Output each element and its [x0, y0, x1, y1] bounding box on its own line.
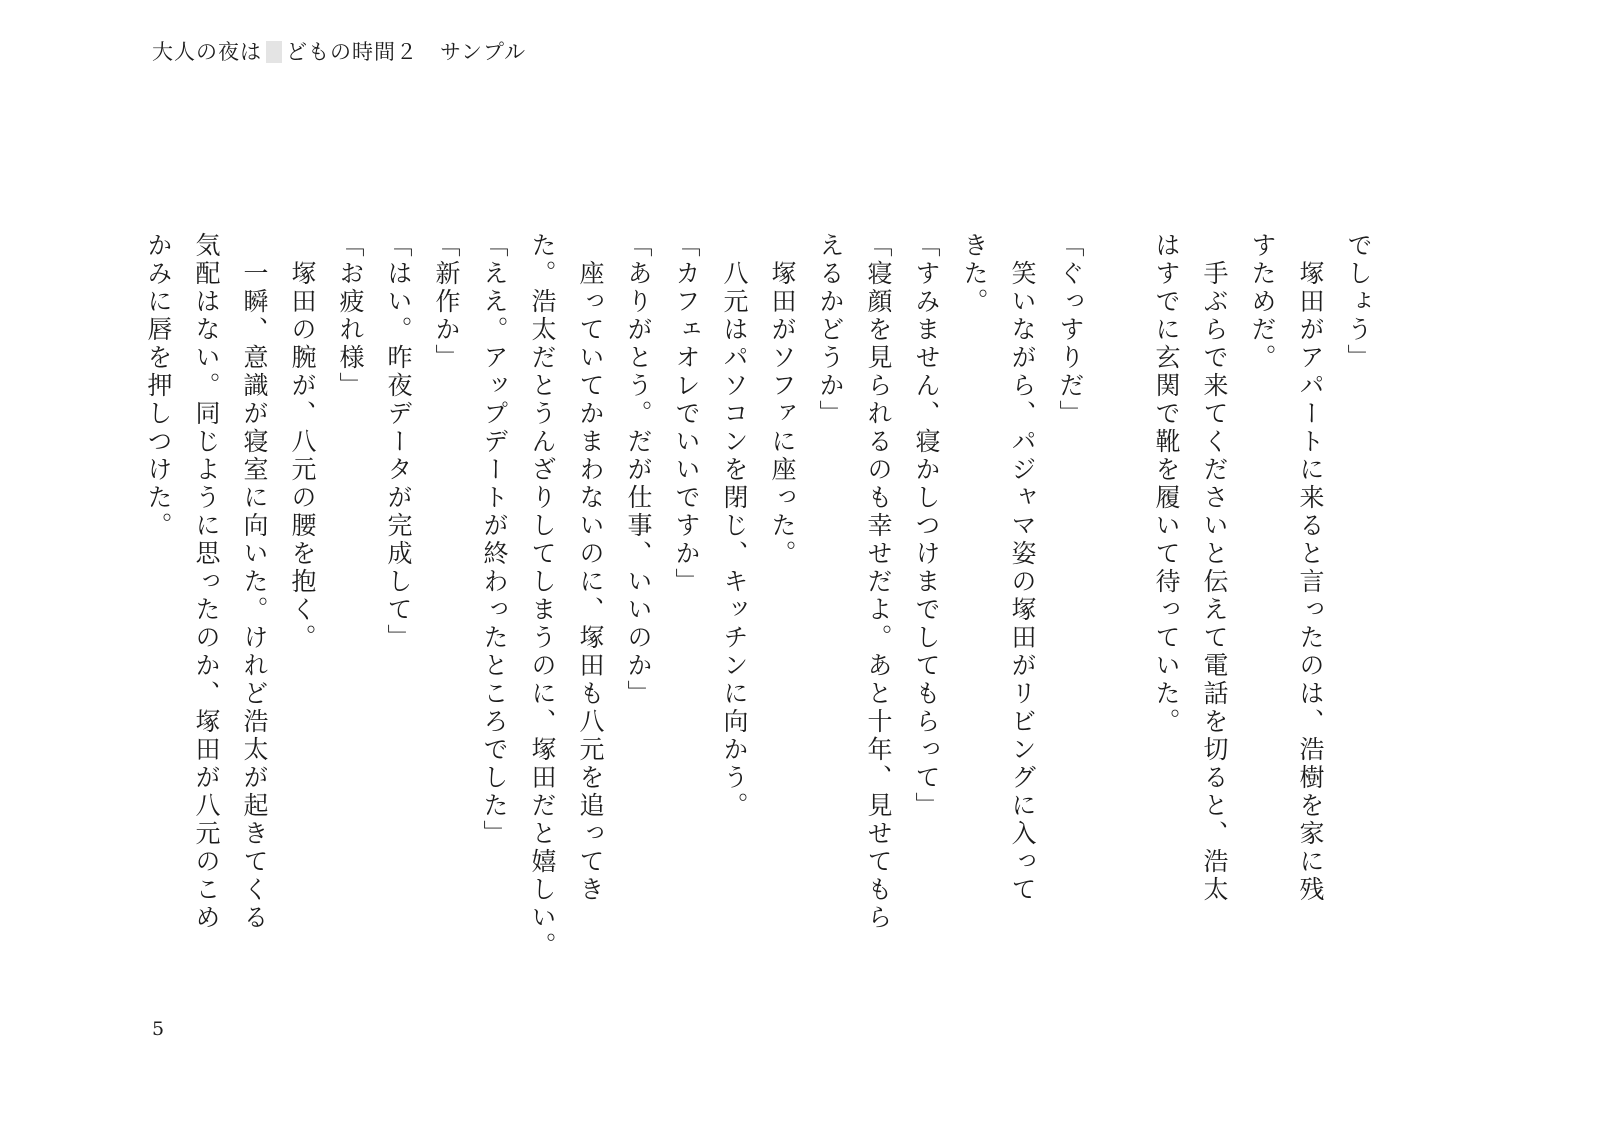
page-number: 5 [152, 1018, 165, 1040]
running-header [152, 38, 526, 66]
text-line: 「ええ。アップデートが終わったところでした」 [480, 232, 509, 848]
text-line [1094, 232, 1142, 932]
text-line: 「カフェオレでいいですか」 [672, 232, 701, 596]
text-line: 「新作か」 [432, 232, 461, 372]
text-line: えるかどうか」 [816, 232, 845, 428]
text-line: 気配はない。同じように思ったのか、塚田が八元のこめ [192, 232, 221, 932]
text-line: でしょう」 [1344, 232, 1373, 372]
text-line: 笑いながら、パジャマ姿の塚田がリビングに入って [1008, 232, 1037, 904]
text-line: 塚田の腕が、八元の腰を抱く。 [288, 232, 317, 652]
text-line: 「はい。昨夜データが完成して」 [384, 232, 413, 652]
text-line: すためだ。 [1248, 232, 1277, 372]
text-line: かみに唇を押しつけた。 [144, 232, 173, 540]
text-line: きた。 [960, 232, 989, 316]
text-line: 「ありがとう。だが仕事、いいのか」 [624, 232, 653, 708]
novel-body-text [134, 232, 1382, 960]
text-line: 「ぐっすりだ」 [1056, 232, 1085, 428]
text-line: 「お疲れ様」 [336, 232, 365, 400]
text-line: た。浩太だとうんざりしてしまうのに、塚田だと嬉しい。 [528, 232, 557, 960]
text-line: 「すみません、寝かしつけまでしてもらって」 [912, 232, 941, 820]
header-title-end: どもの時間２ サンプル [286, 40, 527, 64]
redacted-character [266, 41, 282, 63]
text-line: はすでに玄関で靴を履いて待っていた。 [1152, 232, 1181, 736]
text-line: 「寝顔を見られるのも幸せだよ。あと十年、見せてもら [864, 232, 893, 932]
text-line: 塚田がアパートに来ると言ったのは、浩樹を家に残 [1296, 232, 1325, 904]
text-line: 一瞬、意識が寝室に向いた。けれど浩太が起きてくる [240, 232, 269, 932]
text-line: 八元はパソコンを閉じ、キッチンに向かう。 [720, 232, 749, 820]
text-line: 手ぶらで来てくださいと伝えて電話を切ると、浩太 [1200, 232, 1229, 904]
text-line: 座っていてかまわないのに、塚田も八元を追ってき [576, 232, 605, 904]
header-title-start: 大人の夜は [152, 40, 262, 64]
text-line: 塚田がソファに座った。 [768, 232, 797, 568]
